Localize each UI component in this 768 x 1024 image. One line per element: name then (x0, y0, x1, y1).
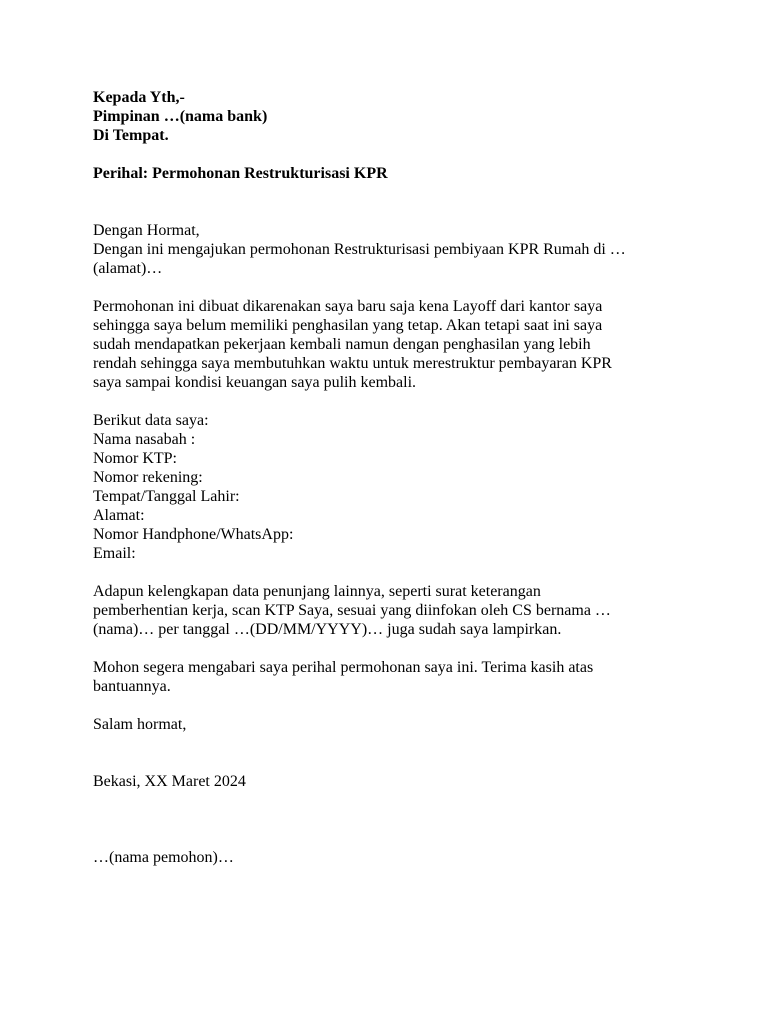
paragraph-line: bantuannya. (93, 678, 171, 695)
field-alamat: Alamat: (93, 507, 145, 524)
field-nomor-handphone: Nomor Handphone/WhatsApp: (93, 526, 294, 543)
place-date-line: Bekasi, XX Maret 2024 (93, 773, 246, 790)
paragraph-line: saya sampai kondisi keuangan saya pulih kembali. (93, 374, 417, 391)
signature-name: …(nama pemohon)… (93, 849, 234, 866)
intro-paragraph (93, 240, 693, 278)
paragraph-line: (nama)… per tanggal …(DD/MM/YYYY)… juga sudah saya lampirkan. (93, 621, 562, 638)
applicant-data-section (93, 411, 693, 563)
paragraph-line: Permohonan ini dibuat dikarenakan saya baru saja kena Layoff dari kantor saya (93, 298, 603, 315)
salutation: Dengan Hormat, (93, 222, 200, 239)
field-nomor-rekening: Nomor rekening: (93, 469, 203, 486)
letter-body (93, 88, 693, 867)
attachments-paragraph (93, 582, 693, 639)
recipient-line: Kepada Yth,- (93, 89, 185, 106)
recipient-block (93, 88, 693, 145)
data-heading: Berikut data saya: (93, 412, 209, 429)
closing-line: Salam hormat, (93, 716, 187, 733)
subject-line: Perihal: Permohonan Restrukturisasi KPR (93, 165, 388, 182)
recipient-line: Di Tempat. (93, 127, 169, 144)
paragraph-line: pemberhentian kerja, scan KTP Saya, sesuai yang diinfokan oleh CS bernama … (93, 602, 611, 619)
recipient-line: Pimpinan …(nama bank) (93, 108, 268, 125)
field-nama-nasabah: Nama nasabah : (93, 431, 196, 448)
paragraph-line: Mohon segera mengabari saya perihal permohonan saya ini. Terima kasih atas (93, 659, 594, 676)
paragraph-line: (alamat)… (93, 260, 163, 277)
paragraph-line: Adapun kelengkapan data penunjang lainnya, seperti surat keterangan (93, 583, 541, 600)
field-email: Email: (93, 545, 136, 562)
paragraph-line: sudah mendapatkan pekerjaan kembali namun dengan penghasilan yang lebih (93, 336, 591, 353)
field-tempat-tanggal-lahir: Tempat/Tanggal Lahir: (93, 488, 240, 505)
request-paragraph (93, 658, 693, 696)
paragraph-line: Dengan ini mengajukan permohonan Restrukturisasi pembiyaan KPR Rumah di … (93, 241, 626, 258)
paragraph-line: rendah sehingga saya membutuhkan waktu untuk merestruktur pembayaran KPR (93, 355, 612, 372)
paragraph-line: sehingga saya belum memiliki penghasilan yang tetap. Akan tetapi saat ini saya (93, 317, 603, 334)
field-nomor-ktp: Nomor KTP: (93, 450, 177, 467)
reason-paragraph (93, 297, 693, 392)
